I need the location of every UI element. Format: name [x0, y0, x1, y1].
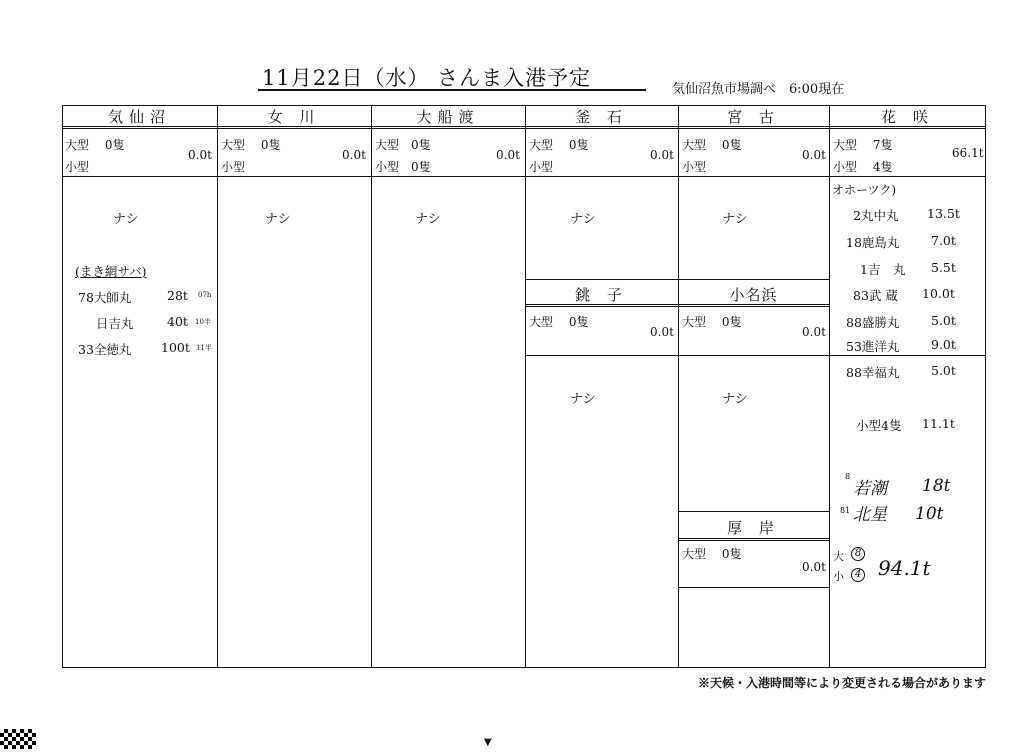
- ship-tons: 5.5t: [931, 260, 956, 275]
- col-divider: [217, 105, 218, 668]
- ship-name: 18鹿島丸: [846, 235, 900, 250]
- col-divider: [371, 105, 372, 668]
- large-count: 大型 0隻: [529, 138, 589, 152]
- ship-name: 88幸福丸: [846, 365, 900, 380]
- ship-tons: 28t: [167, 288, 188, 303]
- row-divider: [829, 355, 986, 356]
- no-landing: ナシ: [113, 212, 139, 227]
- row-divider: [678, 587, 829, 588]
- row-divider: [678, 538, 829, 541]
- handwritten-small-count: 4: [851, 568, 865, 582]
- total-tonnage: 0.0t: [650, 325, 674, 339]
- no-landing: ナシ: [265, 212, 291, 227]
- no-landing: ナシ: [415, 212, 441, 227]
- total-tonnage: 0.0t: [496, 148, 520, 162]
- arrival-time: 10半: [195, 318, 211, 326]
- port-header-atsugishi: 厚 岸: [727, 519, 780, 537]
- total-tonnage: 0.0t: [802, 325, 826, 339]
- ship-tons: 10.0t: [922, 286, 955, 301]
- row-divider: [525, 355, 829, 356]
- port-header-ofunato: 大船渡: [416, 108, 480, 126]
- no-landing: ナシ: [570, 392, 596, 407]
- small-count: 小型: [65, 160, 90, 174]
- handwritten-total: 94.1t: [878, 556, 931, 580]
- row-divider: [62, 176, 986, 177]
- total-tonnage: 0.0t: [188, 148, 212, 162]
- large-count: 大型 0隻: [529, 315, 589, 329]
- small-count: 小型: [682, 160, 707, 174]
- total-tonnage: 66.1t: [952, 146, 984, 160]
- ship-name: 78大師丸: [78, 290, 132, 305]
- large-count: 大型 0隻: [682, 138, 742, 152]
- ship-name: 83武 蔵: [853, 288, 898, 303]
- small-count: 小型: [221, 160, 246, 174]
- ship-name: 日吉丸: [96, 316, 134, 331]
- ship-tons: 13.5t: [927, 206, 960, 221]
- ship-name: 33全徳丸: [78, 342, 132, 357]
- total-tonnage: 0.0t: [802, 560, 826, 574]
- port-header-onahama: 小名浜: [729, 286, 778, 304]
- port-header-onagawa: 女 川: [267, 108, 321, 126]
- arrival-time: 07h: [198, 291, 212, 299]
- arrival-time: 11半: [196, 344, 212, 352]
- handwritten-ship-name: 若潮: [853, 479, 887, 499]
- total-tonnage: 0.0t: [802, 148, 826, 162]
- ship-name: 88盛勝丸: [846, 315, 900, 330]
- ship-tons: 40t: [167, 314, 188, 329]
- small-count: 小型 4隻: [833, 160, 893, 174]
- ship-name: 2丸中丸: [853, 208, 899, 223]
- ship-tons: 5.0t: [931, 313, 956, 328]
- scan-marker: [0, 729, 36, 749]
- total-tonnage: 0.0t: [342, 148, 366, 162]
- large-count: 大型 0隻: [682, 315, 742, 329]
- handwritten-large-label: 大: [833, 550, 844, 563]
- ship-name: 1吉 丸: [860, 262, 906, 277]
- large-count: 大型 0隻: [682, 547, 742, 561]
- port-header-hanasaki: 花 咲: [881, 108, 934, 126]
- port-header-kesennuma: 気仙沼: [107, 108, 171, 126]
- port-header-choshi: 銚 子: [575, 286, 628, 304]
- region-label: オホーツク): [832, 183, 897, 197]
- small-total-value: 11.1t: [922, 416, 955, 431]
- handwritten-ship-number: 81: [840, 506, 851, 515]
- large-count: 大型 0隻: [375, 138, 431, 152]
- ship-tons: 5.0t: [931, 363, 956, 378]
- small-count: 小型 0隻: [375, 160, 431, 174]
- handwritten-ship-name: 北星: [853, 505, 887, 525]
- large-count: 大型 7隻: [833, 138, 893, 152]
- small-total-label: 小型4隻: [856, 418, 902, 433]
- no-landing: ナシ: [570, 212, 596, 227]
- row-divider: [525, 279, 829, 280]
- handwritten-ship-number: 8: [845, 472, 851, 481]
- port-header-miyako: 宮 古: [727, 108, 780, 126]
- saba-heading: (まき網サバ): [75, 264, 147, 279]
- row-divider: [678, 511, 829, 512]
- page-title: 11月22日（水） さんま入港予定: [262, 66, 592, 90]
- no-landing: ナシ: [722, 212, 748, 227]
- col-divider: [678, 105, 679, 668]
- page-marker: ▼: [484, 737, 492, 748]
- handwritten-tons: 10t: [915, 504, 944, 524]
- title-underline: [258, 89, 646, 91]
- source-note: 気仙沼魚市場調べ 6:00現在: [672, 82, 845, 97]
- ship-name: 53進洋丸: [846, 339, 900, 354]
- ship-tons: 9.0t: [931, 337, 956, 352]
- disclaimer-note: ※天候・入港時間等により変更される場合があります: [697, 676, 986, 690]
- large-count: 大型 0隻: [65, 138, 125, 152]
- port-header-kamaishi: 釜 石: [575, 108, 628, 126]
- handwritten-tons: 18t: [922, 476, 951, 496]
- handwritten-small-label: 小: [833, 570, 844, 583]
- col-divider: [829, 105, 830, 668]
- small-count: 小型: [529, 160, 554, 174]
- ship-tons: 100t: [161, 340, 190, 355]
- col-divider: [525, 105, 526, 668]
- large-count: 大型 0隻: [221, 138, 281, 152]
- total-tonnage: 0.0t: [650, 148, 674, 162]
- ship-tons: 7.0t: [931, 233, 956, 248]
- no-landing: ナシ: [722, 392, 748, 407]
- handwritten-large-count: 8: [851, 547, 865, 561]
